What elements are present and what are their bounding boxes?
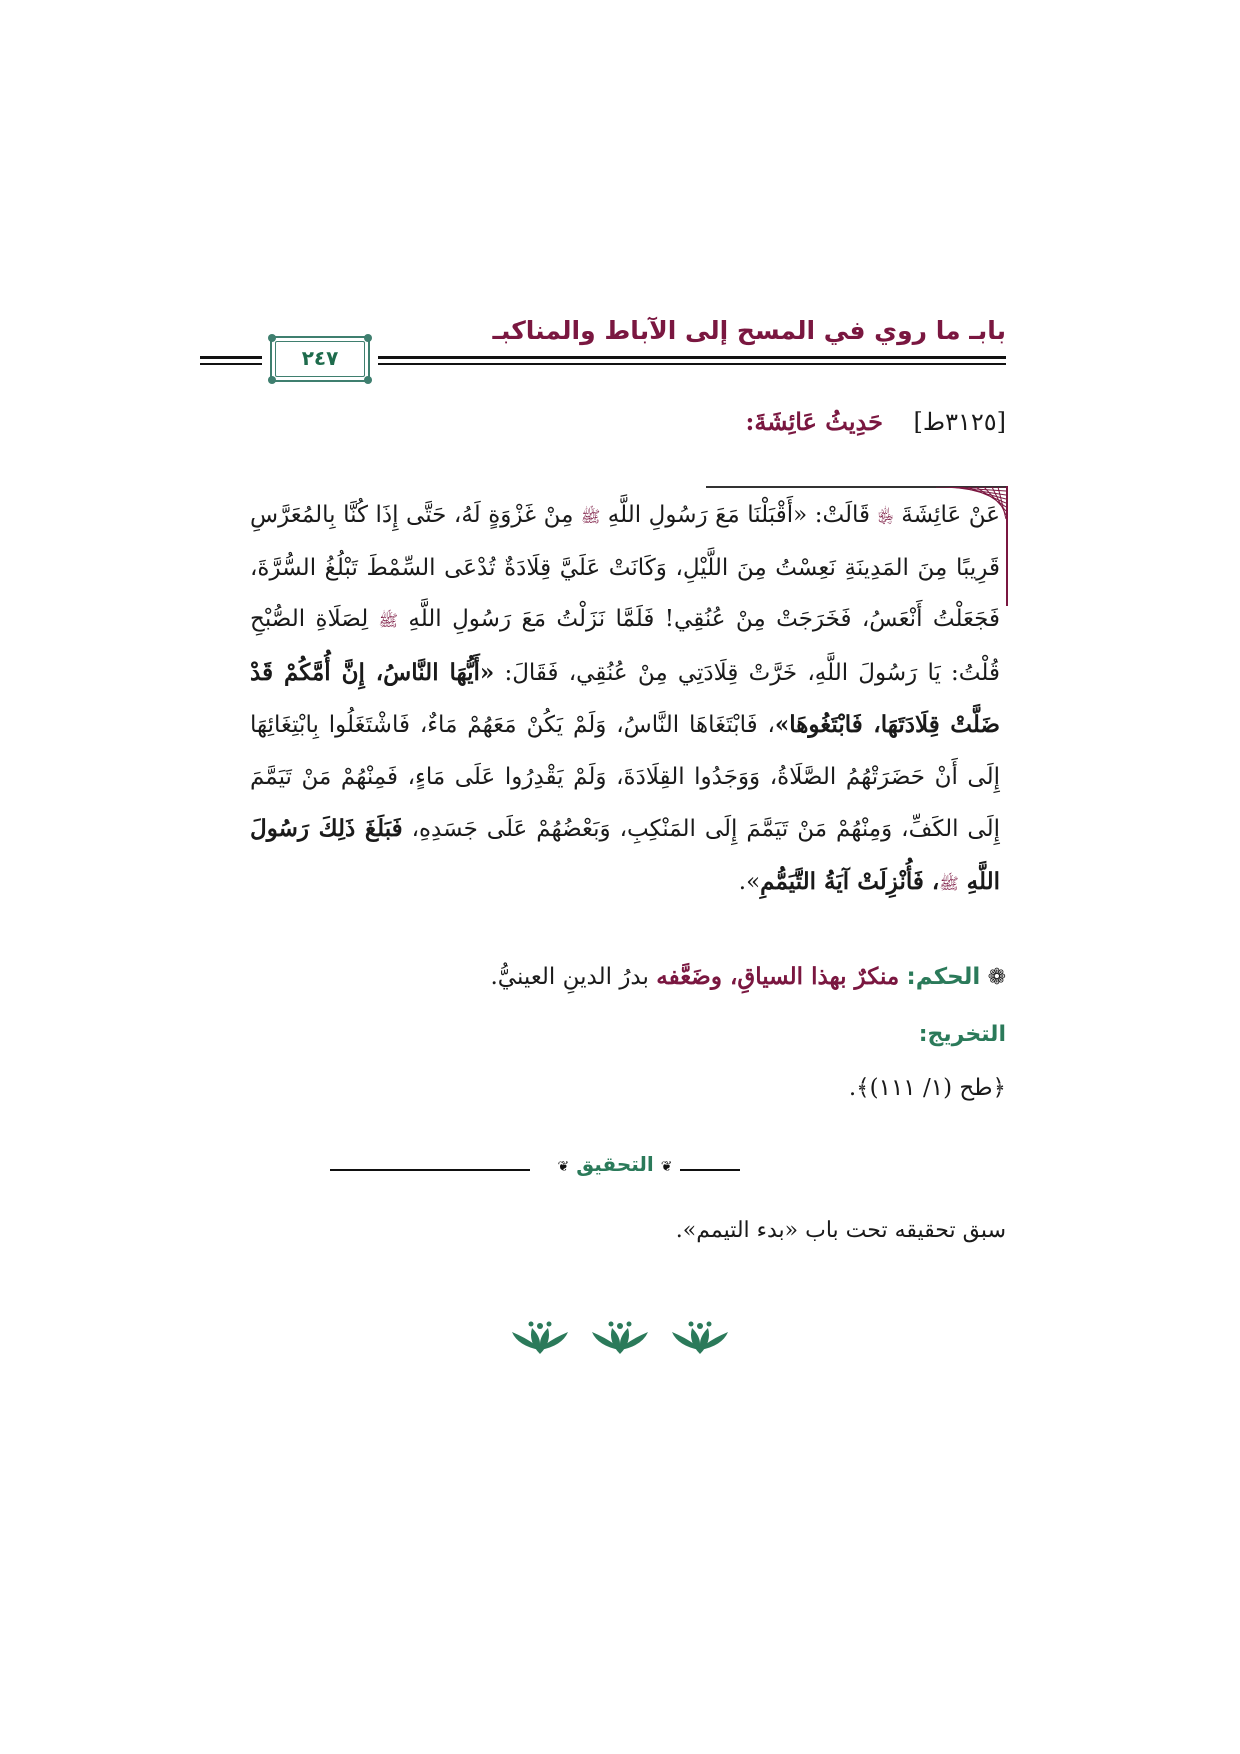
tahqiq-label-text: التحقيق — [576, 1152, 654, 1176]
ruling-line — [490, 963, 1006, 990]
takhrij-heading: التخريج: — [918, 1022, 1006, 1047]
end-flower-ornament-icon — [500, 1320, 740, 1366]
tahqiq-label — [330, 1152, 900, 1176]
flower-bullet-icon: ❁ — [987, 965, 1006, 990]
honorific-glyph: ﷺ — [580, 507, 601, 526]
text-frame-side-line — [1006, 486, 1008, 606]
ruling-rest: بدرُ الدينِ العينيُّ. — [490, 964, 657, 990]
header-rule-left — [200, 356, 262, 359]
header-rule — [378, 356, 1006, 359]
badge-corner-icon — [268, 334, 276, 342]
hadith-text — [250, 490, 1000, 909]
ruling-verdict: منكرٌ بهذا السياقِ، وضَعَّفه — [656, 963, 900, 990]
ornament-icon: ❦ — [660, 1159, 673, 1175]
prophetic-quote: «أَيُّهَا النَّاسُ، إِنَّ أُمَّكُمْ قَدْ ضَلَّتْ قِلَادَتَهَا، فَابْتَغُوهَا» — [250, 658, 1000, 738]
narration-text: ». — [738, 868, 761, 895]
hadith-title: حَدِيثُ عَائِشَةَ: — [745, 407, 883, 436]
tahqiq-text: سبق تحقيقه تحت باب «بدء التيمم». — [675, 1218, 1006, 1243]
takhrij-reference: ﴿طح (١/ ١١١)﴾. — [848, 1075, 1006, 1101]
badge-corner-icon — [364, 334, 372, 342]
narration-text: قَالَتْ: «أَقْبَلْنَا مَعَ رَسُولِ اللَّهِ — [600, 502, 878, 528]
narration-text: مِنْ غَزْوَةٍ لَهُ، حَتَّى إِذَا كُنَّا بِالمُعَرَّسِ قَرِيبًا مِنَ المَدِينَةِ نَعِسْتُ مِنَ اللَّيْلِ، وَكَانَتْ عَلَيَّ قِلَادَةٌ تُدْعَى السِّمْطَ تَبْلُغُ السُّرَّةَ، فَجَعَلْتُ أَنْعَسُ، فَخَرَجَتْ مِنْ عُنُقِي! فَلَمَّا نَزَلْتُ مَعَ رَسُولِ اللَّهِ — [250, 502, 1000, 632]
narration-text: عَنْ عَائِشَةَ — [893, 502, 1001, 528]
badge-corner-icon — [364, 376, 372, 384]
prophetic-quote: فَبَلَغَ ذَلِكَ رَسُولَ اللَّهِ — [250, 815, 1000, 895]
page-number: ٢٤٧ — [301, 346, 339, 370]
header-rule-left-thin — [200, 363, 262, 365]
page-number-badge — [270, 336, 370, 382]
prophetic-quote: ، فَأُنْزِلَتْ آيَةُ التَّيَمُّمِ — [760, 867, 940, 895]
hadith-number: [٣١٢٥ط] — [913, 408, 1006, 436]
tahqiq-separator — [330, 1152, 900, 1186]
badge-corner-icon — [268, 376, 276, 384]
narration-text: ، فَابْتَغَاهَا النَّاسُ، وَلَمْ يَكُنْ مَعَهُمْ مَاءٌ، فَاشْتَغَلُوا بِابْتِغَائِهَا إِلَى أَنْ حَضَرَتْهُمُ الصَّلَاةُ، وَوَجَدُوا القِلَادَةَ، وَلَمْ يَقْدِرُوا عَلَى مَاءٍ، فَمِنْهُمْ مَنْ تَيَمَّمَ إِلَى الكَفِّ، وَمِنْهُمْ مَنْ تَيَمَّمَ إِلَى المَنْكِبِ، وَبَعْضُهُمْ عَلَى جَسَدِهِ، — [250, 712, 1000, 842]
honorific-glyph: ﷺ — [378, 611, 398, 630]
honorific-glyph: ﵂ — [877, 507, 894, 526]
ruling-label: الحكم: — [906, 964, 981, 990]
hadith-heading — [745, 407, 1006, 436]
narration-text: لِصَلَاةِ الصُّبْحِ قُلْتُ: يَا رَسُولَ اللَّهِ، خَرَّتْ قِلَادَتِي مِنْ عُنُقِي، فَقَالَ: — [250, 606, 1000, 686]
header-rule-thin — [378, 363, 1006, 365]
ornament-icon: ❦ — [557, 1159, 570, 1175]
page-header — [200, 316, 1006, 386]
chapter-title: بابـ ما روي في المسح إلى الآباط والمناكبـ — [492, 316, 1006, 345]
honorific-glyph: ﷺ — [939, 873, 959, 893]
